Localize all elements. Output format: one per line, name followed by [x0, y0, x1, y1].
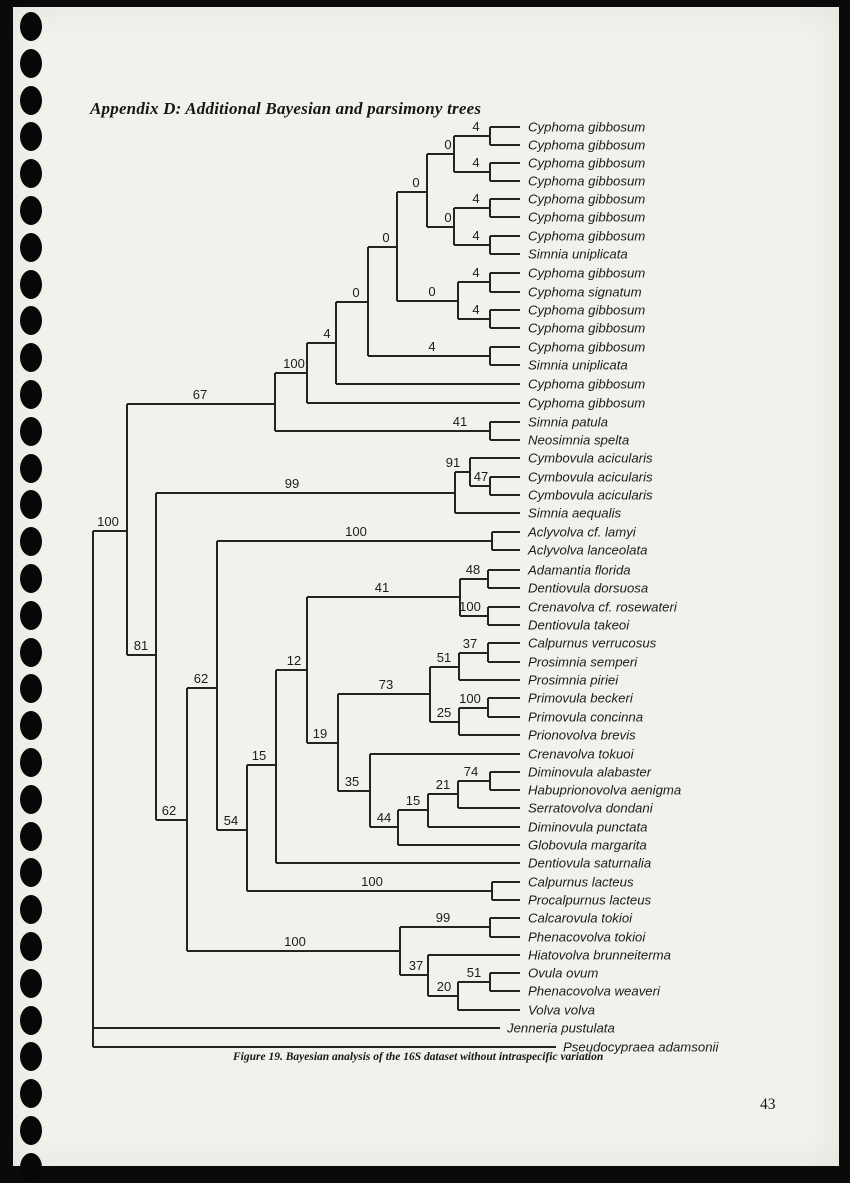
taxon-label: Adamantia florida [528, 562, 631, 578]
support-value: 21 [435, 777, 451, 792]
support-value: 0 [428, 284, 436, 299]
taxon-label: Simnia aequalis [528, 505, 622, 521]
support-value: 100 [283, 356, 305, 371]
taxon-label: Volva volva [528, 1002, 595, 1018]
taxon-label: Dentiovula saturnalia [528, 855, 652, 871]
support-value: 19 [312, 726, 328, 741]
taxon-label: Cyphoma gibbosum [528, 137, 646, 153]
taxon-label: Serratovolva dondani [528, 800, 653, 816]
support-value: 0 [352, 285, 360, 300]
taxon-label: Cyphoma gibbosum [528, 265, 646, 281]
taxon-label: Cymbovula acicularis [528, 450, 653, 466]
taxon-label: Cymbovula acicularis [528, 469, 653, 485]
taxon-label: Aclyvolva lanceolata [528, 542, 648, 558]
support-value: 51 [436, 650, 452, 665]
support-value: 41 [374, 580, 390, 595]
taxon-label: Simnia uniplicata [528, 246, 628, 262]
support-value: 54 [223, 813, 239, 828]
taxon-label: Cyphoma gibbosum [528, 173, 646, 189]
support-value: 100 [345, 524, 367, 539]
support-value: 100 [284, 934, 306, 949]
support-value: 35 [344, 774, 360, 789]
taxon-label: Prosimnia piriei [528, 672, 619, 688]
taxon-label: Procalpurnus lacteus [528, 892, 652, 908]
support-value: 4 [472, 119, 480, 134]
support-value: 73 [378, 677, 394, 692]
support-value: 0 [444, 210, 452, 225]
support-value: 25 [436, 705, 452, 720]
support-value: 37 [408, 958, 424, 973]
taxon-label: Primovula beckeri [528, 690, 633, 706]
taxon-label: Diminovula punctata [528, 819, 648, 835]
taxon-label: Primovula concinna [528, 709, 644, 725]
support-value: 4 [472, 265, 480, 280]
taxon-label: Neosimnia spelta [528, 432, 630, 448]
support-value: 4 [472, 228, 480, 243]
support-value: 62 [161, 803, 177, 818]
support-value: 0 [444, 137, 452, 152]
taxon-label: Dentiovula takeoi [528, 617, 630, 633]
taxon-label: Cyphoma gibbosum [528, 320, 646, 336]
page-number: 43 [760, 1096, 776, 1113]
taxon-label: Hiatovolva brunneiterma [528, 947, 671, 963]
taxon-label: Calpurnus verrucosus [528, 635, 657, 651]
taxon-label: Aclyvolva cf. lamyi [528, 524, 636, 540]
support-value: 100 [361, 874, 383, 889]
support-value: 91 [445, 455, 461, 470]
support-value: 4 [428, 339, 436, 354]
taxon-label: Cyphoma gibbosum [528, 302, 646, 318]
taxon-label: Crenavolva tokuoi [528, 746, 634, 762]
taxon-label: Cyphoma gibbosum [528, 395, 646, 411]
support-value: 62 [193, 671, 209, 686]
taxon-label: Cyphoma gibbosum [528, 191, 646, 207]
taxon-label: Pseudocypraea adamsonii [563, 1039, 719, 1055]
taxon-label: Cyphoma gibbosum [528, 155, 646, 171]
taxon-label: Cyphoma gibbosum [528, 228, 646, 244]
taxon-label: Jenneria pustulata [507, 1020, 615, 1036]
taxon-label: Phenacovolva weaveri [528, 983, 660, 999]
taxon-label: Cyphoma gibbosum [528, 376, 646, 392]
support-value: 15 [251, 748, 267, 763]
support-value: 0 [412, 175, 420, 190]
taxon-label: Diminovula alabaster [528, 764, 652, 780]
taxon-label: Calcarovula tokioi [528, 910, 633, 926]
support-value: 100 [459, 599, 481, 614]
taxon-label: Cyphoma signatum [528, 284, 642, 300]
support-value: 47 [473, 469, 489, 484]
support-value: 37 [462, 636, 478, 651]
support-value: 12 [286, 653, 302, 668]
support-value: 0 [382, 230, 390, 245]
taxon-label: Phenacovolva tokioi [528, 929, 646, 945]
taxon-label: Prosimnia semperi [528, 654, 638, 670]
support-value: 20 [436, 979, 452, 994]
support-value: 99 [435, 910, 451, 925]
support-value: 44 [376, 810, 392, 825]
support-value: 15 [405, 793, 421, 808]
taxon-label: Calpurnus lacteus [528, 874, 634, 890]
taxon-label: Cyphoma gibbosum [528, 209, 646, 225]
support-value: 41 [452, 414, 468, 429]
taxon-label: Dentiovula dorsuosa [528, 580, 649, 596]
support-value: 99 [284, 476, 300, 491]
taxon-label: Crenavolva cf. rosewateri [528, 599, 677, 615]
support-value: 67 [192, 387, 208, 402]
support-value: 4 [323, 326, 331, 341]
support-value: 81 [133, 638, 149, 653]
support-value: 48 [465, 562, 481, 577]
support-value: 74 [463, 764, 479, 779]
figure-caption: Figure 19. Bayesian analysis of the 16S dataset without intraspecific variation [233, 1051, 604, 1063]
taxon-label: Habuprionovolva aenigma [528, 782, 682, 798]
taxon-label: Prionovolva brevis [528, 727, 636, 743]
support-value: 4 [472, 302, 480, 317]
taxon-label: Cymbovula acicularis [528, 487, 653, 503]
taxon-label: Simnia patula [528, 414, 608, 430]
taxon-label: Cyphoma gibbosum [528, 119, 646, 135]
taxon-label: Cyphoma gibbosum [528, 339, 646, 355]
support-value: 4 [472, 191, 480, 206]
support-value: 100 [459, 691, 481, 706]
taxon-label: Ovula ovum [528, 965, 599, 981]
taxon-label: Simnia uniplicata [528, 357, 628, 373]
appendix-title: Appendix D: Additional Bayesian and parsimony trees [90, 99, 482, 118]
support-value: 4 [472, 155, 480, 170]
support-value: 100 [97, 514, 119, 529]
support-value: 51 [466, 965, 482, 980]
taxon-label: Globovula margarita [528, 837, 647, 853]
